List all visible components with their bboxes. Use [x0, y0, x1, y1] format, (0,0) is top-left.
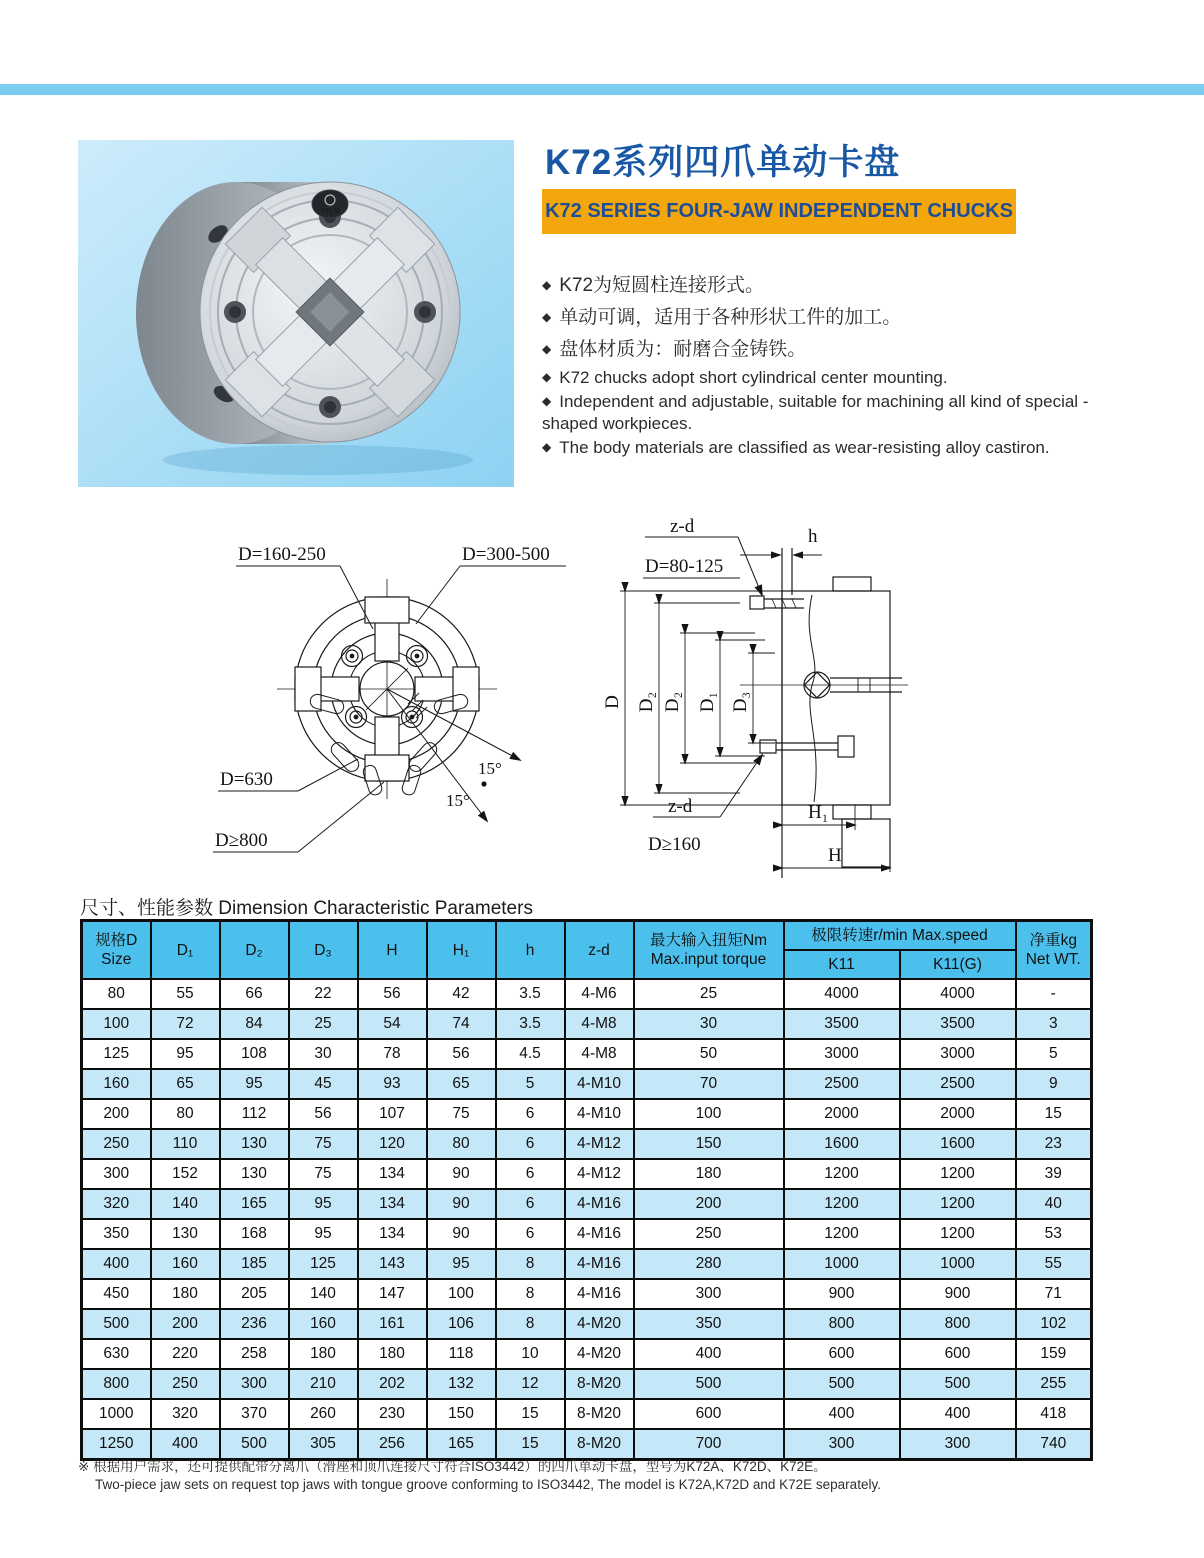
- table-cell: 1600: [900, 1129, 1016, 1159]
- table-cell: 4-M8: [565, 1039, 634, 1069]
- table-cell: 300: [82, 1159, 151, 1189]
- table-cell: 1200: [784, 1159, 900, 1189]
- product-photo: [78, 140, 514, 487]
- table-cell: 2000: [900, 1099, 1016, 1129]
- table-cell: 1000: [900, 1249, 1016, 1279]
- table-cell: 900: [900, 1279, 1016, 1309]
- table-cell: 740: [1016, 1429, 1092, 1460]
- table-cell: 350: [82, 1219, 151, 1249]
- table-cell: 200: [82, 1099, 151, 1129]
- table-cell: 300: [900, 1429, 1016, 1460]
- footnote-cn-text: 根据用户需求，还可提供配带分离爪（滑座和顶爪连接尺寸符合ISO3442）的四爪单动卡盘，型号为K72A、K72D、K72E。: [93, 1459, 827, 1474]
- bullet-diamond-icon: ◆: [542, 278, 552, 292]
- col-header-weight: 净重kg Net WT.: [1016, 921, 1092, 980]
- table-row: [82, 1219, 1092, 1249]
- bullet-diamond-icon: ◆: [542, 394, 552, 408]
- footnote-cn: [78, 1458, 1128, 1476]
- table-cell: 108: [220, 1039, 289, 1069]
- table-cell: 450: [82, 1279, 151, 1309]
- table-cell: 39: [1016, 1159, 1092, 1189]
- table-cell: 93: [358, 1069, 427, 1099]
- table-cell: 65: [151, 1069, 220, 1099]
- table-cell: 3500: [900, 1009, 1016, 1039]
- col-header-H1: H₁: [427, 921, 496, 980]
- table-cell: 56: [358, 979, 427, 1009]
- table-cell: 75: [427, 1099, 496, 1129]
- table-cell: 250: [634, 1219, 784, 1249]
- table-cell: 1200: [900, 1159, 1016, 1189]
- table-cell: 4-M16: [565, 1249, 634, 1279]
- table-cell: 8-M20: [565, 1369, 634, 1399]
- table-cell: 230: [358, 1399, 427, 1429]
- table-cell: 54: [358, 1009, 427, 1039]
- label-dim-H: H: [828, 845, 842, 866]
- table-cell: 25: [289, 1009, 358, 1039]
- label-dim-D2a: D₂: [636, 691, 657, 713]
- table-cell: 4.5: [496, 1039, 565, 1069]
- table-cell: 8: [496, 1249, 565, 1279]
- table-cell: 400: [82, 1249, 151, 1279]
- table-cell: 50: [634, 1039, 784, 1069]
- table-cell: 140: [151, 1189, 220, 1219]
- bullet-diamond-icon: ◆: [542, 342, 552, 356]
- col-header-d1: D₁: [151, 921, 220, 980]
- feature-text: K72 chucks adopt short cylindrical center mounting.: [559, 368, 948, 387]
- features-en: [542, 366, 1098, 460]
- col-header-k11g: K11(G): [900, 950, 1016, 979]
- table-cell: 110: [151, 1129, 220, 1159]
- table-cell: 147: [358, 1279, 427, 1309]
- label-dim-D3: D₃: [730, 691, 751, 713]
- table-cell: 159: [1016, 1339, 1092, 1369]
- table-cell: 90: [427, 1189, 496, 1219]
- table-cell: 165: [427, 1429, 496, 1460]
- col-header-k11: K11: [784, 950, 900, 979]
- table-cell: 236: [220, 1309, 289, 1339]
- table-cell: 8-M20: [565, 1429, 634, 1460]
- bullet-diamond-icon: ◆: [542, 310, 552, 324]
- table-cell: 185: [220, 1249, 289, 1279]
- table-cell: 2000: [784, 1099, 900, 1129]
- table-cell: 118: [427, 1339, 496, 1369]
- label-d630: D=630: [220, 769, 273, 790]
- table-row: [82, 1099, 1092, 1129]
- table-cell: 161: [358, 1309, 427, 1339]
- table-cell: 320: [151, 1399, 220, 1429]
- table-cell: 6: [496, 1129, 565, 1159]
- table-cell: 55: [151, 979, 220, 1009]
- table-cell: 400: [900, 1399, 1016, 1429]
- table-cell: 90: [427, 1159, 496, 1189]
- table-cell: 1000: [784, 1249, 900, 1279]
- table-cell: 125: [82, 1039, 151, 1069]
- table-cell: 4-M16: [565, 1219, 634, 1249]
- table-cell: 90: [427, 1219, 496, 1249]
- table-cell: 1200: [900, 1219, 1016, 1249]
- table-cell: 180: [634, 1159, 784, 1189]
- list-item: [542, 272, 1102, 299]
- col-header-size: 规格D Size: [82, 921, 151, 980]
- table-cell: 95: [220, 1069, 289, 1099]
- table-cell: 8-M20: [565, 1399, 634, 1429]
- table-cell: 150: [634, 1129, 784, 1159]
- label-d160: D≥160: [648, 834, 701, 855]
- table-cell: 130: [151, 1219, 220, 1249]
- table-cell: 370: [220, 1399, 289, 1429]
- series-banner: [542, 189, 1016, 234]
- feature-text: 单动可调，适用于各种形状工件的加工。: [559, 307, 902, 328]
- table-cell: 4-M6: [565, 979, 634, 1009]
- table-cell: 100: [82, 1009, 151, 1039]
- table-cell: 134: [358, 1189, 427, 1219]
- table-cell: 305: [289, 1429, 358, 1460]
- table-cell: 300: [784, 1429, 900, 1460]
- table-cell: 66: [220, 979, 289, 1009]
- label-angle-a: 15°: [478, 759, 502, 778]
- table-cell: 800: [82, 1369, 151, 1399]
- col-header-d2: D₂: [220, 921, 289, 980]
- table-cell: -: [1016, 979, 1092, 1009]
- table-cell: 165: [220, 1189, 289, 1219]
- front-view-drawing: [200, 512, 600, 884]
- label-dim-H1: H₁: [808, 802, 829, 823]
- table-cell: 3000: [784, 1039, 900, 1069]
- table-cell: 1000: [82, 1399, 151, 1429]
- table-cell: 260: [289, 1399, 358, 1429]
- list-item: [542, 390, 1098, 435]
- table-cell: 95: [289, 1219, 358, 1249]
- table-cell: 100: [427, 1279, 496, 1309]
- list-item: [542, 436, 1098, 459]
- table-cell: 800: [784, 1309, 900, 1339]
- table-cell: 71: [1016, 1279, 1092, 1309]
- table-cell: 4-M12: [565, 1129, 634, 1159]
- table-cell: 22: [289, 979, 358, 1009]
- table-cell: 132: [427, 1369, 496, 1399]
- col-header-torque: 最大输入扭矩Nm Max.input torque: [634, 921, 784, 980]
- table-cell: 500: [900, 1369, 1016, 1399]
- table-cell: 134: [358, 1159, 427, 1189]
- table-cell: 6: [496, 1189, 565, 1219]
- table-cell: 70: [634, 1069, 784, 1099]
- table-cell: 160: [289, 1309, 358, 1339]
- table-cell: 255: [1016, 1369, 1092, 1399]
- note-marker: ※: [78, 1459, 90, 1474]
- table-cell: 2500: [900, 1069, 1016, 1099]
- table-cell: 4-M20: [565, 1339, 634, 1369]
- table-row: [82, 1039, 1092, 1069]
- table-cell: 600: [784, 1339, 900, 1369]
- table-cell: 134: [358, 1219, 427, 1249]
- label-dim-D2b: D₂: [662, 691, 683, 713]
- table-cell: 102: [1016, 1309, 1092, 1339]
- list-item: [542, 336, 1102, 363]
- table-cell: 250: [151, 1369, 220, 1399]
- table-cell: 9: [1016, 1069, 1092, 1099]
- table-cell: 500: [220, 1429, 289, 1460]
- bullet-diamond-icon: ◆: [542, 440, 552, 454]
- footnotes: [78, 1458, 1128, 1493]
- table-cell: 1200: [784, 1219, 900, 1249]
- table-cell: 800: [900, 1309, 1016, 1339]
- col-header-zd: z-d: [565, 921, 634, 980]
- table-cell: 6: [496, 1219, 565, 1249]
- col-header-H: H: [358, 921, 427, 980]
- table-cell: 220: [151, 1339, 220, 1369]
- table-cell: 112: [220, 1099, 289, 1129]
- table-row: [82, 1369, 1092, 1399]
- table-cell: 600: [634, 1399, 784, 1429]
- table-cell: 15: [496, 1399, 565, 1429]
- col-header-speed: 极限转速r/min Max.speed: [784, 921, 1016, 951]
- feature-text: K72为短圆柱连接形式。: [559, 275, 765, 296]
- table-cell: 3.5: [496, 979, 565, 1009]
- table-cell: 12: [496, 1369, 565, 1399]
- table-cell: 80: [427, 1129, 496, 1159]
- table-row: [82, 1399, 1092, 1429]
- table-section-title: 尺寸、性能参数 Dimension Characteristic Parameters: [80, 898, 533, 919]
- table-cell: 200: [151, 1309, 220, 1339]
- table-cell: 125: [289, 1249, 358, 1279]
- table-cell: 258: [220, 1339, 289, 1369]
- table-cell: 1250: [82, 1429, 151, 1460]
- side-view-drawing: [590, 500, 1020, 890]
- table-row: [82, 1009, 1092, 1039]
- table-cell: 74: [427, 1009, 496, 1039]
- table-cell: 78: [358, 1039, 427, 1069]
- table-cell: 4-M20: [565, 1309, 634, 1339]
- feature-text: Independent and adjustable, suitable for machining all kind of special -shaped workpieces.: [542, 392, 1089, 433]
- table-cell: 6: [496, 1159, 565, 1189]
- table-cell: 250: [82, 1129, 151, 1159]
- table-cell: 30: [289, 1039, 358, 1069]
- table-cell: 56: [427, 1039, 496, 1069]
- table-cell: 900: [784, 1279, 900, 1309]
- table-cell: 130: [220, 1159, 289, 1189]
- col-header-d3: D₃: [289, 921, 358, 980]
- table-cell: 202: [358, 1369, 427, 1399]
- table-cell: 500: [82, 1309, 151, 1339]
- table-cell: 55: [1016, 1249, 1092, 1279]
- table-cell: 106: [427, 1309, 496, 1339]
- label-d80-125: D=80-125: [645, 556, 724, 577]
- feature-text: 盘体材质为：耐磨合金铸铁。: [559, 339, 807, 360]
- table-cell: 107: [358, 1099, 427, 1129]
- page-title: K72系列四爪单动卡盘: [545, 143, 901, 182]
- label-h: h: [808, 526, 818, 547]
- label-d300-500: D=300-500: [462, 544, 550, 565]
- table-cell: 150: [427, 1399, 496, 1429]
- table-cell: 200: [634, 1189, 784, 1219]
- table-cell: 130: [220, 1129, 289, 1159]
- table-cell: 120: [358, 1129, 427, 1159]
- table-cell: 300: [634, 1279, 784, 1309]
- table-cell: 53: [1016, 1219, 1092, 1249]
- series-banner-text: K72 SERIES FOUR-JAW INDEPENDENT CHUCKS: [545, 200, 1013, 222]
- table-cell: 40: [1016, 1189, 1092, 1219]
- table-cell: 8: [496, 1309, 565, 1339]
- table-cell: 56: [289, 1099, 358, 1129]
- table-cell: 15: [496, 1429, 565, 1460]
- table-cell: 4-M16: [565, 1279, 634, 1309]
- table-cell: 45: [289, 1069, 358, 1099]
- table-cell: 180: [289, 1339, 358, 1369]
- table-cell: 168: [220, 1219, 289, 1249]
- label-d160-250: D=160-250: [238, 544, 326, 565]
- table-cell: 140: [289, 1279, 358, 1309]
- table-cell: 3.5: [496, 1009, 565, 1039]
- chuck-photo-illustration: [78, 140, 514, 487]
- table-cell: 1200: [900, 1189, 1016, 1219]
- table-cell: 4000: [900, 979, 1016, 1009]
- table-cell: 256: [358, 1429, 427, 1460]
- table-cell: 15: [1016, 1099, 1092, 1129]
- table-cell: 205: [220, 1279, 289, 1309]
- table-row: [82, 1189, 1092, 1219]
- top-accent-bar: [0, 84, 1204, 95]
- table-cell: 23: [1016, 1129, 1092, 1159]
- table-row: [82, 979, 1092, 1009]
- table-cell: 3: [1016, 1009, 1092, 1039]
- table-cell: 630: [82, 1339, 151, 1369]
- table-cell: 4-M10: [565, 1069, 634, 1099]
- label-dim-D: D: [602, 695, 623, 709]
- parameters-table: [80, 919, 1093, 1461]
- table-cell: 95: [289, 1189, 358, 1219]
- table-cell: 84: [220, 1009, 289, 1039]
- brand-logo-text: YTLM: [320, 208, 340, 215]
- table-row: [82, 1129, 1092, 1159]
- label-angle-b: 15°: [446, 791, 470, 810]
- table-cell: 75: [289, 1159, 358, 1189]
- table-cell: 1600: [784, 1129, 900, 1159]
- table-cell: 700: [634, 1429, 784, 1460]
- table-cell: 180: [358, 1339, 427, 1369]
- table-cell: 2500: [784, 1069, 900, 1099]
- table-cell: 10: [496, 1339, 565, 1369]
- table-cell: 75: [289, 1129, 358, 1159]
- list-item: [542, 366, 1098, 389]
- table-cell: 72: [151, 1009, 220, 1039]
- table-row: [82, 1429, 1092, 1460]
- label-zd-top: z-d: [670, 516, 695, 537]
- col-header-h: h: [496, 921, 565, 980]
- table-cell: 280: [634, 1249, 784, 1279]
- label-zd-bottom: z-d: [668, 796, 693, 817]
- table-cell: 160: [82, 1069, 151, 1099]
- table-cell: 30: [634, 1009, 784, 1039]
- table-cell: 210: [289, 1369, 358, 1399]
- table-cell: 4-M8: [565, 1009, 634, 1039]
- table-cell: 4-M10: [565, 1099, 634, 1129]
- table-cell: 5: [496, 1069, 565, 1099]
- label-d800: D≥800: [215, 830, 268, 851]
- table-cell: 418: [1016, 1399, 1092, 1429]
- label-dim-D1: D₁: [697, 691, 718, 713]
- table-cell: 180: [151, 1279, 220, 1309]
- table-cell: 100: [634, 1099, 784, 1129]
- table-row: [82, 1249, 1092, 1279]
- table-cell: 5: [1016, 1039, 1092, 1069]
- table-row: [82, 1309, 1092, 1339]
- footnote-en: Two-piece jaw sets on request top jaws with tongue groove conforming to ISO3442, The model is K72A,K72D and K72E separately.: [95, 1476, 881, 1492]
- table-cell: 95: [151, 1039, 220, 1069]
- bullet-diamond-icon: ◆: [542, 370, 552, 384]
- table-row: [82, 1279, 1092, 1309]
- table-cell: 42: [427, 979, 496, 1009]
- feature-text: The body materials are classified as wear-resisting alloy castiron.: [559, 438, 1050, 457]
- table-cell: 500: [634, 1369, 784, 1399]
- table-cell: 4-M12: [565, 1159, 634, 1189]
- table-cell: 3000: [900, 1039, 1016, 1069]
- table-cell: 4-M16: [565, 1189, 634, 1219]
- features-cn: [542, 272, 1102, 368]
- table-cell: 350: [634, 1309, 784, 1339]
- table-cell: 400: [634, 1339, 784, 1369]
- table-cell: 6: [496, 1099, 565, 1129]
- table-cell: 8: [496, 1279, 565, 1309]
- table-cell: 500: [784, 1369, 900, 1399]
- table-cell: 152: [151, 1159, 220, 1189]
- table-cell: 80: [151, 1099, 220, 1129]
- list-item: [542, 304, 1102, 331]
- table-row: [82, 1069, 1092, 1099]
- table-cell: 300: [220, 1369, 289, 1399]
- table-cell: 600: [900, 1339, 1016, 1369]
- table-cell: 400: [151, 1429, 220, 1460]
- table-body: [82, 979, 1092, 1460]
- table-cell: 160: [151, 1249, 220, 1279]
- table-cell: 400: [784, 1399, 900, 1429]
- table-row: [82, 1339, 1092, 1369]
- table-cell: 80: [82, 979, 151, 1009]
- table-cell: 1200: [784, 1189, 900, 1219]
- table-cell: 143: [358, 1249, 427, 1279]
- table-cell: 65: [427, 1069, 496, 1099]
- brand-badge: [312, 190, 348, 218]
- table-cell: 25: [634, 979, 784, 1009]
- table-row: [82, 1159, 1092, 1189]
- table-cell: 320: [82, 1189, 151, 1219]
- table-cell: 3500: [784, 1009, 900, 1039]
- table-cell: 4000: [784, 979, 900, 1009]
- table-cell: 95: [427, 1249, 496, 1279]
